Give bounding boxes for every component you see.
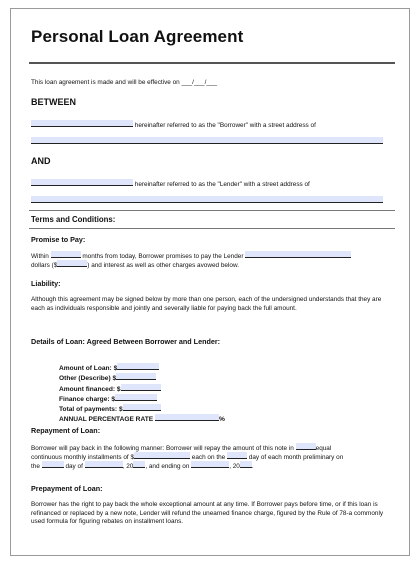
prepayment-heading: Prepayment of Loan: bbox=[31, 484, 103, 493]
repayment-text: day of bbox=[65, 463, 83, 470]
promise-heading: Promise to Pay: bbox=[31, 235, 86, 244]
detail-label: Other (Describe) $ bbox=[59, 375, 117, 383]
promise-text-d: ) and interest as well as other charges avowed below. bbox=[87, 262, 239, 269]
other-field[interactable] bbox=[116, 373, 156, 380]
borrower-address-field[interactable] bbox=[31, 137, 383, 144]
detail-label: Amount of Loan: $ bbox=[59, 365, 118, 372]
promise-text-b: months from today, Borrower promises to pay the Lender bbox=[82, 253, 244, 260]
detail-row bbox=[59, 414, 225, 424]
start-month-field[interactable] bbox=[85, 461, 123, 468]
and-heading: AND bbox=[31, 156, 51, 166]
repayment-text: , 20 bbox=[229, 463, 240, 470]
promise-text-a: Within bbox=[31, 253, 49, 260]
loan-details-list bbox=[59, 363, 225, 425]
amount-number-field[interactable] bbox=[57, 260, 87, 267]
repayment-heading: Repayment of Loan: bbox=[31, 426, 101, 435]
repayment-text: the bbox=[31, 463, 40, 470]
lender-line bbox=[31, 179, 310, 190]
repayment-text: continuous monthly installments of $ bbox=[31, 454, 135, 461]
terms-rule-top bbox=[29, 210, 395, 211]
payment-day-field[interactable] bbox=[227, 452, 247, 459]
repayment-text: Borrower will pay back in the following manner: Borrower will repay the amount of this note in bbox=[31, 445, 294, 452]
terms-heading: Terms and Conditions: bbox=[31, 215, 116, 224]
document-page bbox=[10, 8, 410, 556]
amount-words-field[interactable] bbox=[245, 251, 351, 258]
detail-row bbox=[59, 363, 225, 373]
detail-label: Finance charge: $ bbox=[59, 395, 116, 403]
installments-count-field[interactable] bbox=[296, 443, 316, 450]
intro-text: This loan agreement is made and will be effective on bbox=[31, 79, 180, 86]
detail-row bbox=[59, 373, 225, 383]
promise-line-2 bbox=[31, 260, 239, 271]
start-year-field[interactable] bbox=[133, 461, 145, 468]
liability-heading: Liability: bbox=[31, 279, 61, 288]
repayment-text: day of each month preliminary on bbox=[248, 454, 344, 461]
total-payments-field[interactable] bbox=[123, 404, 161, 411]
borrower-line bbox=[31, 120, 316, 131]
repayment-line-3 bbox=[31, 461, 254, 472]
borrower-text: hereinafter referred to as the "Borrower" with a street address of bbox=[134, 122, 316, 129]
between-heading: BETWEEN bbox=[31, 97, 76, 107]
detail-label: Amount financed: $ bbox=[59, 385, 121, 393]
borrower-name-field[interactable] bbox=[31, 120, 133, 127]
detail-label: Total of payments: $ bbox=[59, 406, 123, 414]
liability-text: Although this agreement may be signed below by more than one person, each of the undersigned understands that they are each as individuals responsible and jointly and severally liable for paying back the full amount. bbox=[31, 296, 382, 312]
document-title: Personal Loan Agreement bbox=[31, 27, 244, 46]
promise-text-c: dollars ($ bbox=[31, 262, 58, 269]
lender-text: hereinafter referred to as the "Lender" with a street address of bbox=[134, 181, 310, 188]
lender-address-field[interactable] bbox=[31, 196, 383, 203]
details-heading: Details of Loan: Agreed Between Borrower and Lender: bbox=[31, 337, 221, 346]
apr-field[interactable] bbox=[155, 414, 219, 421]
detail-label: ANNUAL PERCENTAGE RATE bbox=[59, 416, 154, 424]
detail-row bbox=[59, 394, 225, 404]
repayment-text: . bbox=[251, 463, 254, 470]
repayment-text: , and ending on bbox=[145, 463, 190, 470]
repayment-text: each on the bbox=[191, 454, 226, 461]
prepayment-text: Borrower has the right to pay back the whole exceptional amount at any time. If Borrower pays before time, or if this loan is refinanced or replaced by a new note, Lender will refund the unearned finance charge, figured by the Rule of 78-a commonly used formula for figuring rebates on installment loans. bbox=[31, 501, 384, 526]
title-rule bbox=[29, 62, 395, 64]
detail-row bbox=[59, 384, 225, 394]
end-date-field[interactable] bbox=[191, 461, 229, 468]
percent-sign: % bbox=[219, 416, 225, 424]
installment-amount-field[interactable] bbox=[134, 452, 190, 459]
end-year-field[interactable] bbox=[240, 461, 252, 468]
amount-financed-field[interactable] bbox=[121, 384, 161, 391]
detail-row bbox=[59, 404, 225, 414]
amount-of-loan-field[interactable] bbox=[117, 363, 159, 370]
effective-date-field[interactable]: ___/___/___ bbox=[181, 79, 218, 86]
months-field[interactable] bbox=[51, 251, 81, 258]
repayment-text: equal bbox=[315, 445, 332, 452]
lender-name-field[interactable] bbox=[31, 179, 133, 186]
finance-charge-field[interactable] bbox=[115, 394, 157, 401]
terms-rule-bottom bbox=[29, 228, 395, 229]
intro-line bbox=[31, 79, 217, 88]
start-day-field[interactable] bbox=[42, 461, 64, 468]
repayment-text: , 20 bbox=[122, 463, 134, 470]
